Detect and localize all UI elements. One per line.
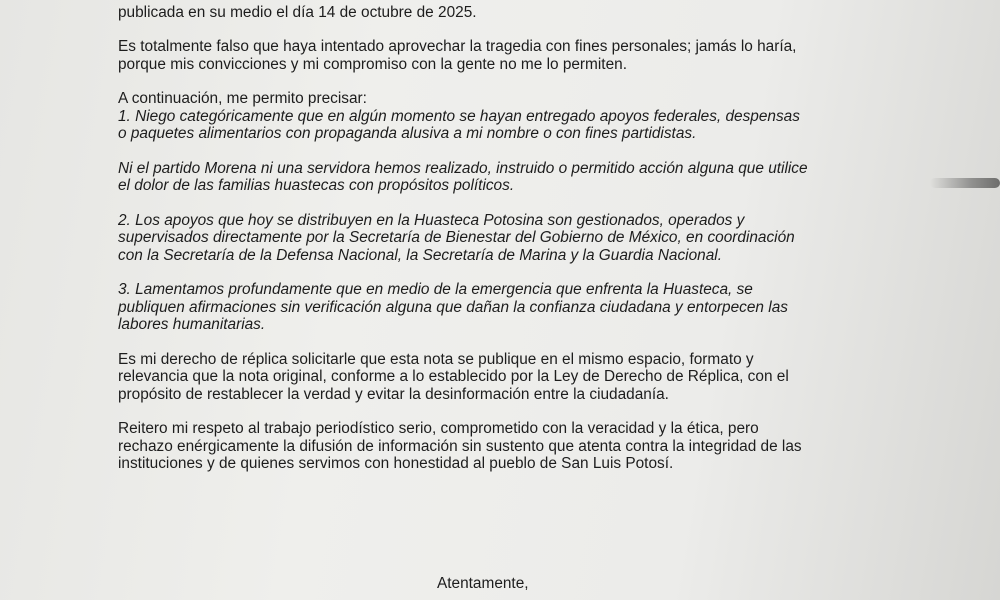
respeto-line2: rechazo enérgicamente la difusión de información sin sustento que atenta contra la integridad de las [118,437,802,455]
point3-line3: labores humanitarias. [118,316,266,333]
replica-line3: propósito de restablecer la verdad y evitar la desinformación entre la ciudadanía. [118,385,669,403]
para1-line2: porque mis convicciones y mi compromiso con la gente no me lo permiten. [118,55,627,73]
point2-line3: con la Secretaría de la Defensa Nacional, la Secretaría de Marina y la Guardia Nacional. [118,246,722,264]
point3-line2: publiquen afirmaciones sin verificación alguna que dañan la confianza ciudadana y entorpecen las [118,298,788,316]
point1b-line2: el dolor de las familias huastecas con propósitos políticos. [118,177,515,194]
point1-line1: 1. Niego categóricamente que en algún momento se hayan entregado apoyos federales, despensas [118,107,800,125]
paper-crease [930,178,1000,188]
replica-line2: relevancia que la nota original, conforme a lo establecido por la Ley de Derecho de Réplica, con el [118,368,789,385]
respeto-line1: Reitero mi respeto al trabajo periodístico serio, comprometido con la veracidad y la ética, pero [118,420,759,437]
point1b-line1: Ni el partido Morena ni una servidora hemos realizado, instruido o permitido acción alguna que utilice [118,159,808,177]
respeto-line3: instituciones y de quienes servimos con honestidad al pueblo de San Luis Potosí. [118,455,674,472]
closing: Atentamente, [437,575,529,592]
point2-line1: 2. Los apoyos que hoy se distribuyen en la Huasteca Potosina son gestionados, operados y [118,211,745,229]
para1-line1: Es totalmente falso que haya intentado aprovechar la tragedia con fines personales; jamás lo haría, [118,38,797,55]
replica-line1: Es mi derecho de réplica solicitarle que esta nota se publique en el mismo espacio, formato y [118,350,754,368]
top-line: publicada en su medio el día 14 de octubre de 2025. [118,3,477,21]
intro-line: A continuación, me permito precisar: [118,90,367,107]
point3-line1: 3. Lamentamos profundamente que en medio de la emergencia que enfrenta la Huasteca, se [118,281,753,298]
point1-line2: o paquetes alimentarios con propaganda alusiva a mi nombre o con fines partidistas. [118,125,697,142]
letter-body [118,0,863,473]
point2-line2: supervisados directamente por la Secretaría de Bienestar del Gobierno de México, en coordinación [118,229,795,246]
